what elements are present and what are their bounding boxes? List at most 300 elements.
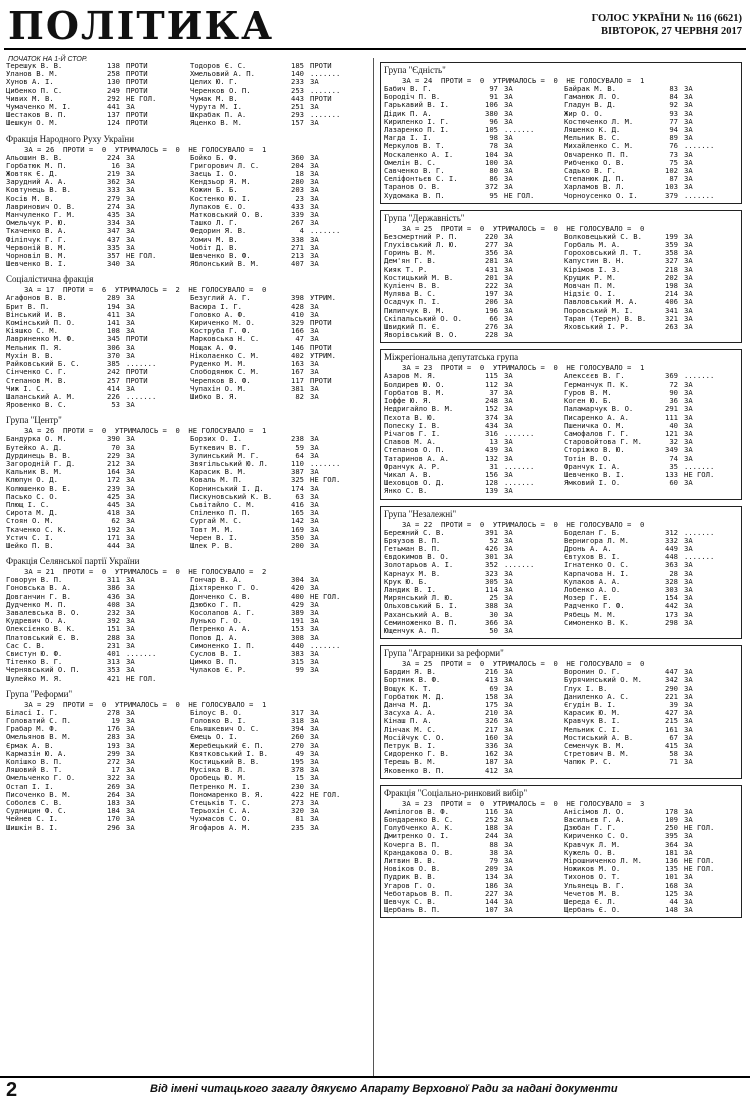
- vote-row: [384, 767, 558, 775]
- card-number: 412: [485, 765, 498, 775]
- vote-result: ПРОТИ: [310, 62, 332, 70]
- vote-row: [564, 175, 738, 183]
- vote-result: ЗА: [126, 302, 135, 311]
- card-number: 151: [107, 624, 120, 634]
- vote-row: [564, 315, 738, 323]
- vote-result: ЗА: [310, 666, 319, 675]
- deputy-name: Гарькавий В. І.: [384, 101, 449, 110]
- vote-result: ЗА: [684, 717, 693, 726]
- card-number: 323: [485, 568, 498, 578]
- vote-subcolumn: [564, 668, 738, 775]
- card-number: 370: [107, 350, 120, 360]
- vote-row: [190, 335, 368, 343]
- deputy-name: Загородній Г. Д.: [6, 459, 76, 468]
- vote-row: [6, 460, 184, 468]
- vote-row: [564, 832, 738, 840]
- vote-row: [190, 634, 368, 642]
- vote-row: [564, 101, 738, 109]
- vote-result: ЗА: [310, 633, 319, 642]
- card-number: 167: [291, 367, 304, 377]
- faction-name: Група "Реформи": [6, 688, 73, 699]
- faction-totals: ЗА = 25 ПРОТИ = 0 УТРИМАЛОСЬ = 0 НЕ ГОЛОСУВАЛО = 0: [402, 659, 645, 669]
- card-number: 401: [107, 648, 120, 658]
- vote-row: [190, 758, 368, 766]
- card-number: 203: [291, 185, 304, 195]
- card-number: 197: [485, 289, 498, 299]
- deputy-name: Лупаков Є. О.: [190, 202, 247, 211]
- vote-result: НЕ ГОЛ.: [126, 252, 157, 261]
- vote-row: [190, 642, 368, 650]
- card-number: 132: [485, 453, 498, 463]
- deputy-name: Чиж І. С.: [6, 384, 45, 393]
- vote-result: .......: [684, 553, 715, 562]
- vote-result: ЗА: [684, 249, 693, 258]
- vote-result: ЗА: [684, 413, 693, 422]
- card-number: 160: [485, 732, 498, 742]
- card-number: 235: [291, 822, 304, 832]
- vote-table: [384, 233, 738, 340]
- vote-row: [564, 266, 738, 274]
- vote-row: [564, 865, 738, 873]
- vote-row: [6, 111, 184, 119]
- card-number: 244: [485, 831, 498, 841]
- vote-row: [190, 666, 368, 674]
- deputy-name: Волковецький С. В.: [564, 232, 642, 241]
- card-number: 249: [107, 85, 120, 95]
- vote-result: ЗА: [310, 384, 319, 393]
- card-number: 233: [291, 77, 304, 87]
- vote-row: [190, 95, 368, 103]
- vote-result: ЗА: [310, 608, 319, 617]
- vote-result: ЗА: [504, 906, 513, 915]
- card-number: 379: [665, 190, 678, 200]
- faction-totals: ЗА = 26 ПРОТИ = 0 УТРИМАЛОСЬ = 0 НЕ ГОЛОСУВАЛО = 1: [24, 426, 267, 436]
- card-number: 212: [107, 458, 120, 468]
- deputy-name: Паламарчук В. О.: [564, 405, 634, 414]
- vote-result: ЗА: [126, 401, 135, 410]
- vote-result: ЗА: [684, 290, 693, 299]
- vote-result: ЗА: [504, 323, 513, 332]
- vote-row: [190, 211, 368, 219]
- vote-row: [564, 668, 738, 676]
- vote-row: [384, 175, 558, 183]
- vote-subcolumn: [384, 668, 558, 775]
- deputy-name: Пшеничка О. М.: [564, 421, 625, 430]
- card-number: 248: [485, 396, 498, 406]
- card-number: 251: [291, 102, 304, 112]
- vote-result: ЗА: [126, 608, 135, 617]
- card-number: 239: [107, 483, 120, 493]
- vote-row: [6, 260, 184, 268]
- deputy-name: Дзюбан Г. Г.: [564, 824, 616, 833]
- deputy-name: Ампілогов В. Ф.: [384, 807, 449, 816]
- vote-result: ПРОТИ: [310, 94, 332, 103]
- card-number: 429: [291, 599, 304, 609]
- deputy-name: Гоновська В. А.: [6, 584, 71, 593]
- vote-result: НЕ ГОЛ.: [684, 824, 715, 833]
- deputy-name: Плющ І. С.: [6, 500, 50, 509]
- deputy-name: Бандурка О. М.: [6, 435, 67, 444]
- vote-row: [190, 542, 368, 550]
- deputy-name: Кальник В. М.: [6, 468, 63, 477]
- card-number: 17: [111, 765, 120, 775]
- vote-result: ЗА: [126, 476, 135, 485]
- faction-block: [380, 62, 742, 204]
- vote-subcolumn: [190, 576, 368, 683]
- vote-row: [564, 709, 738, 717]
- vote-row: [190, 509, 368, 517]
- vote-row: [384, 110, 558, 118]
- vote-result: .......: [126, 649, 157, 658]
- vote-result: ЗА: [126, 592, 135, 601]
- vote-result: ЗА: [684, 684, 693, 693]
- deputy-name: Мухін В. В.: [6, 351, 54, 360]
- vote-row: [6, 733, 184, 741]
- vote-result: ЗА: [684, 758, 693, 767]
- vote-row: [6, 62, 184, 70]
- vote-result: ЗА: [126, 343, 135, 352]
- vote-row: [564, 693, 738, 701]
- vote-row: [190, 360, 368, 368]
- card-number: 394: [291, 724, 304, 734]
- card-number: 298: [665, 617, 678, 627]
- deputy-name: Чупахін О. М.: [190, 384, 247, 393]
- card-number: 30: [489, 609, 498, 619]
- vote-result: ЗА: [684, 618, 693, 627]
- deputy-name: Стецьків Т. С.: [190, 799, 251, 808]
- vote-row: [564, 307, 738, 315]
- vote-row: [384, 890, 558, 898]
- card-number: 87: [669, 174, 678, 184]
- deputy-name: Хомич М. В.: [190, 235, 238, 244]
- deputy-name: Іоффе Ю. Я.: [384, 397, 432, 406]
- vote-row: [384, 479, 558, 487]
- card-number: 415: [665, 741, 678, 750]
- vote-result: ЗА: [504, 766, 513, 775]
- vote-result: ЗА: [126, 533, 135, 542]
- deputy-name: Писаренко А. А.: [564, 413, 629, 422]
- vote-result: ЗА: [310, 492, 319, 501]
- card-number: 188: [485, 823, 498, 833]
- vote-result: ЗА: [310, 733, 319, 742]
- card-number: 77: [669, 116, 678, 126]
- card-number: 313: [107, 657, 120, 667]
- faction-name: Група "Аграрники за реформи": [384, 648, 504, 659]
- card-number: 162: [485, 749, 498, 759]
- deputy-name: Ігнатенко О. С.: [564, 561, 629, 570]
- deputy-name: Новіков О. В.: [384, 865, 441, 874]
- deputy-name: Лобенко А. О.: [564, 585, 621, 594]
- card-number: 101: [665, 872, 678, 882]
- vote-result: ЗА: [310, 78, 319, 87]
- deputy-name: Ландик В. І.: [384, 585, 436, 594]
- vote-subcolumn: [6, 576, 184, 683]
- deputy-name: Ляшовий В. Т.: [6, 766, 63, 775]
- deputy-name: Бутейко А. Д.: [6, 443, 63, 452]
- left-column: [6, 62, 368, 838]
- deputy-name: Осадчук П. І.: [384, 298, 441, 307]
- vote-result: .......: [310, 459, 341, 468]
- card-number: 13: [489, 437, 498, 447]
- vote-subcolumn: [190, 154, 368, 269]
- vote-row: [564, 430, 738, 438]
- deputy-name: Свистун Ю. Ф.: [6, 649, 63, 658]
- vote-result: ЗА: [126, 103, 135, 112]
- vote-result: ЗА: [504, 725, 513, 734]
- vote-result: ЗА: [310, 799, 319, 808]
- vote-result: ЗА: [126, 435, 135, 444]
- vote-result: ЗА: [684, 397, 693, 406]
- vote-result: ЗА: [504, 470, 513, 479]
- vote-result: ЗА: [504, 742, 513, 750]
- vote-result: ПРОТИ: [310, 343, 332, 352]
- vote-result: ПРОТИ: [310, 319, 332, 328]
- deputy-name: Симоненко В. К.: [564, 618, 629, 627]
- vote-row: [384, 709, 558, 717]
- vote-result: ЗА: [126, 468, 135, 477]
- vote-result: ЗА: [310, 310, 319, 319]
- deputy-name: Коген Ю. Б.: [564, 397, 612, 406]
- vote-result: ЗА: [504, 183, 513, 192]
- card-number: 60: [669, 478, 678, 488]
- vote-result: ЗА: [504, 700, 513, 709]
- vote-result: ЗА: [310, 717, 319, 725]
- vote-result: ЗА: [504, 840, 513, 849]
- deputy-name: Кочерга В. П.: [384, 840, 441, 849]
- deputy-name: Устич С. І.: [6, 533, 54, 542]
- card-number: 146: [291, 342, 304, 352]
- vote-result: ЗА: [126, 708, 135, 717]
- card-number: 86: [489, 174, 498, 184]
- vote-row: [384, 594, 558, 602]
- deputy-name: Ємець О. І.: [190, 733, 238, 742]
- card-number: 439: [485, 445, 498, 455]
- faction-totals: ЗА = 17 ПРОТИ = 6 УТРИМАЛОСЬ = 2 НЕ ГОЛОСУВАЛО = 0: [24, 285, 267, 295]
- deputy-name: Кужель О. В.: [564, 848, 616, 857]
- deputy-name: Петрук В. І.: [384, 742, 436, 750]
- vote-row: [190, 501, 368, 509]
- card-number: 176: [107, 724, 120, 734]
- card-number: 104: [485, 149, 498, 159]
- vote-result: ЗА: [684, 832, 693, 841]
- deputy-name: Чобіт Д. В.: [190, 243, 238, 252]
- card-number: 442: [665, 601, 678, 611]
- vote-result: ЗА: [504, 158, 513, 167]
- card-number: 402: [291, 350, 304, 360]
- deputy-name: Товт М. М.: [190, 525, 234, 534]
- card-number: 102: [665, 166, 678, 176]
- card-number: 79: [489, 856, 498, 866]
- deputy-name: Цимко В. П.: [190, 658, 238, 667]
- deputy-name: Білоус В. О.: [190, 708, 242, 717]
- vote-row: [6, 609, 184, 617]
- vote-result: ЗА: [310, 500, 319, 509]
- vote-row: [6, 103, 184, 111]
- deputy-name: Глухівський Л. Ю.: [384, 241, 458, 250]
- card-number: 40: [669, 420, 678, 430]
- card-number: 408: [107, 599, 120, 609]
- vote-row: [6, 352, 184, 360]
- deputy-name: Татаринов А. А.: [384, 454, 449, 463]
- vote-result: ЗА: [126, 600, 135, 609]
- card-number: 305: [485, 576, 498, 586]
- deputy-name: Мосійчук С. О.: [384, 733, 445, 742]
- vote-row: [6, 195, 184, 203]
- vote-row: [564, 529, 738, 537]
- deputy-name: Кириченко С. О.: [564, 832, 629, 841]
- deputy-name: Ямковий І. О.: [564, 479, 621, 488]
- vote-table: [384, 85, 738, 200]
- faction-block: [6, 415, 368, 550]
- deputy-name: Слободянюк С. М.: [190, 368, 260, 377]
- card-number: 216: [485, 667, 498, 677]
- card-number: 327: [665, 256, 678, 266]
- deputy-name: Карпачова Н. І.: [564, 569, 629, 578]
- vote-result: ЗА: [126, 815, 135, 824]
- vote-result: ЗА: [126, 823, 135, 832]
- vote-result: НЕ ГОЛ.: [310, 592, 341, 601]
- vote-result: ЗА: [310, 178, 319, 187]
- vote-row: [6, 576, 184, 584]
- vote-result: ЗА: [310, 533, 319, 542]
- vote-result: ЗА: [504, 109, 513, 118]
- card-number: 32: [669, 437, 678, 447]
- card-number: 116: [485, 806, 498, 816]
- vote-row: [190, 444, 368, 452]
- vote-result: ЗА: [310, 260, 319, 269]
- vote-row: [190, 733, 368, 741]
- vote-row: [6, 650, 184, 658]
- deputy-name: Гладун В. Д.: [564, 101, 616, 110]
- vote-result: ЗА: [684, 479, 693, 488]
- vote-result: ЗА: [310, 525, 319, 534]
- card-number: 443: [291, 93, 304, 103]
- vote-row: [384, 233, 558, 241]
- vote-result: ЗА: [684, 93, 693, 102]
- card-number: 139: [485, 486, 498, 496]
- card-number: 391: [485, 527, 498, 537]
- card-number: 322: [107, 773, 120, 783]
- vote-row: [190, 227, 368, 235]
- deputy-name: Швидкий П. Є.: [384, 323, 441, 332]
- deputy-name: Лавриненко М. Ф.: [6, 335, 76, 344]
- vote-row: [6, 468, 184, 476]
- card-number: 388: [485, 601, 498, 611]
- vote-result: ЗА: [504, 93, 513, 102]
- vote-row: [6, 476, 184, 484]
- vote-row: [6, 658, 184, 666]
- vote-result: ПРОТИ: [126, 86, 148, 95]
- vote-row: [384, 372, 558, 380]
- card-number: 264: [107, 789, 120, 799]
- vote-result: ПРОТИ: [126, 335, 148, 344]
- deputy-name: Глух І. В.: [564, 684, 608, 693]
- vote-result: УТРИМ.: [310, 294, 336, 303]
- vote-result: ЗА: [310, 443, 319, 452]
- deputy-name: Оробець Ю. М.: [190, 774, 247, 783]
- faction-name: Фракція "Соціально-ринковий вибір": [384, 787, 528, 798]
- deputy-name: Вінський Й. В.: [6, 310, 67, 319]
- deputy-name: Уланов В. М.: [6, 70, 58, 79]
- vote-row: [564, 750, 738, 758]
- card-number: 136: [665, 856, 678, 866]
- vote-result: ЗА: [504, 684, 513, 693]
- card-number: 349: [665, 445, 678, 455]
- vote-result: ЗА: [310, 658, 319, 667]
- vote-result: ЗА: [126, 153, 135, 162]
- card-number: 416: [291, 499, 304, 509]
- deputy-name: Нідзіє О. І.: [564, 290, 616, 299]
- faction-block: [6, 556, 368, 683]
- deputy-name: Садько В. Г.: [564, 167, 616, 176]
- card-number: 178: [665, 806, 678, 816]
- card-number: 226: [107, 391, 120, 401]
- vote-row: [6, 294, 184, 302]
- vote-row: [564, 126, 738, 134]
- vote-result: НЕ ГОЛ.: [504, 191, 535, 200]
- vote-result: ЗА: [504, 807, 513, 816]
- card-number: 196: [485, 305, 498, 315]
- deputy-name: Шевченко В. І.: [564, 470, 625, 479]
- vote-row: [384, 389, 558, 397]
- deputy-name: Дем'ян Г. В.: [384, 257, 436, 266]
- vote-result: ЗА: [504, 134, 513, 143]
- deputy-name: Голубченко А. К.: [384, 824, 454, 833]
- vote-row: [190, 219, 368, 227]
- vote-result: ЗА: [684, 700, 693, 709]
- deputy-name: Безсмертний Р. П.: [384, 232, 458, 241]
- card-number: 90: [669, 387, 678, 397]
- card-number: 363: [665, 560, 678, 570]
- vote-result: ЗА: [504, 577, 513, 586]
- vote-result: ЗА: [126, 633, 135, 642]
- vote-row: [384, 529, 558, 537]
- card-number: 389: [291, 607, 304, 617]
- vote-result: ЗА: [684, 610, 693, 619]
- deputy-name: Хунов А. І.: [6, 78, 54, 87]
- vote-row: [384, 397, 558, 405]
- deputy-name: Крук Ю. Б.: [384, 577, 428, 586]
- vote-row: [384, 742, 558, 750]
- card-number: 50: [489, 625, 498, 635]
- vote-result: ПРОТИ: [126, 62, 148, 70]
- card-number: 437: [107, 234, 120, 244]
- vote-row: [564, 274, 738, 282]
- card-number: 263: [665, 322, 678, 332]
- card-number: 292: [107, 93, 120, 103]
- vote-row: [6, 95, 184, 103]
- card-number: 47: [295, 334, 304, 344]
- vote-result: .......: [310, 70, 341, 79]
- deputy-name: Головко В. І.: [190, 717, 247, 725]
- vote-result: .......: [310, 227, 341, 236]
- vote-result: ЗА: [310, 517, 319, 526]
- vote-subcolumn: [6, 154, 184, 269]
- deputy-name: Гетьман В. П.: [384, 544, 441, 553]
- vote-result: ЗА: [126, 584, 135, 593]
- card-number: 105: [485, 125, 498, 135]
- card-number: 334: [107, 218, 120, 228]
- vote-result: ЗА: [684, 577, 693, 586]
- vote-result: ЗА: [504, 421, 513, 430]
- card-number: 206: [485, 297, 498, 307]
- card-number: 414: [107, 383, 120, 393]
- vote-subcolumn: [190, 435, 368, 550]
- vote-row: [384, 882, 558, 890]
- vote-row: [6, 178, 184, 186]
- vote-result: ЗА: [310, 153, 319, 162]
- deputy-name: Славов М. А.: [384, 438, 436, 447]
